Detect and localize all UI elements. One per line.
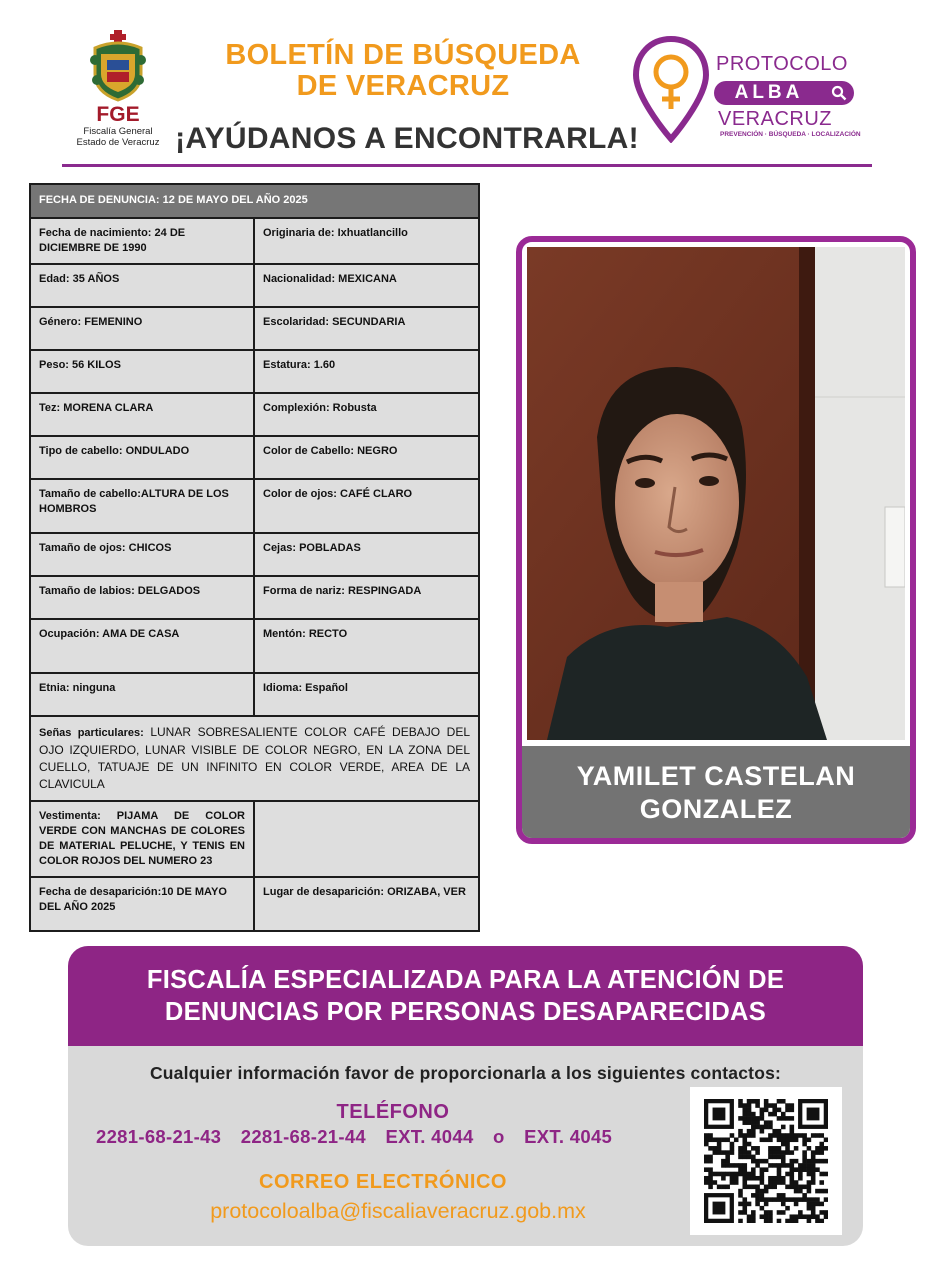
- phone-numbers: [96, 1126, 676, 1148]
- occupation: Ocupación: AMA DE CASA: [30, 619, 254, 673]
- person-name-line-1: YAMILET CASTELAN: [576, 761, 856, 791]
- alba-word-protocolo: PROTOCOLO: [716, 53, 848, 75]
- phone-heading: TELÉFONO: [336, 1101, 450, 1123]
- build: Complexión: Robusta: [254, 393, 479, 436]
- help-find-her-heading: ¡AYÚDANOS A ENCONTRARLA!: [175, 122, 639, 155]
- female-symbol-pin-icon: [632, 35, 710, 143]
- report-date: FECHA DE DENUNCIA: 12 DE MAYO DEL AÑO 2025: [30, 184, 479, 218]
- alba-pill: [714, 81, 854, 105]
- origin: Originaria de: Ixhuatlancillo: [254, 218, 479, 264]
- search-icon: [831, 85, 847, 101]
- nose-shape: Forma de nariz: RESPINGADA: [254, 576, 479, 619]
- fge-logo: [68, 30, 168, 152]
- extension-separator: o: [493, 1126, 505, 1147]
- extension-1: EXT. 4044: [385, 1126, 474, 1147]
- fge-abbreviation: FGE: [96, 103, 140, 126]
- clothing-right-empty: [254, 801, 479, 877]
- extension-2: EXT. 4045: [524, 1126, 613, 1147]
- clothing: Vestimenta: PIJAMA DE COLOR VERDE CON MANCHAS DE COLORES DE MATERIAL PELUCHE, Y TENIS EN COLOR ROJOS DEL NUMERO 23: [30, 801, 254, 877]
- alba-word-alba: ALBA: [734, 82, 804, 103]
- nationality: Nacionalidad: MEXICANA: [254, 264, 479, 307]
- agency-banner: [68, 946, 863, 1046]
- contact-panel: [68, 946, 863, 1246]
- alba-word-veracruz: VERACRUZ: [718, 108, 833, 130]
- hair-color: Color de Cabello: NEGRO: [254, 436, 479, 479]
- birth-date: Fecha de nacimiento: 24 DE DICIEMBRE DE 1990: [30, 218, 254, 264]
- bulletin-title-line-1: BOLETÍN DE BÚSQUEDA: [225, 39, 581, 71]
- language: Idioma: Español: [254, 673, 479, 716]
- eye-size: Tamaño de ojos: CHICOS: [30, 533, 254, 576]
- lip-size: Tamaño de labios: DELGADOS: [30, 576, 254, 619]
- protocolo-alba-logo: [632, 35, 872, 145]
- hair-length: Tamaño de cabello:ALTURA DE LOS HOMBROS: [30, 479, 254, 533]
- header-divider: [62, 164, 872, 167]
- disappearance-place: Lugar de desaparición: ORIZABA, VER: [254, 877, 479, 931]
- qr-code-box[interactable]: [690, 1087, 842, 1235]
- height: Estatura: 1.60: [254, 350, 479, 393]
- photo-card: [516, 236, 916, 844]
- weight: Peso: 56 KILOS: [30, 350, 254, 393]
- distinguishing-marks: [30, 716, 479, 801]
- email-link[interactable]: protocoloalba@fiscaliaveracruz.gob.mx: [210, 1199, 586, 1223]
- fge-line-2: Estado de Veracruz: [76, 137, 160, 148]
- gender: Género: FEMENINO: [30, 307, 254, 350]
- distinguishing-marks-value: LUNAR SOBRESALIENTE COLOR CAFÉ DEBAJO DEL OJO IZQUIERDO, LUNAR VISIBLE DE COLOR NEGRO, EN LA ZONA DEL CUELLO, TATUAJE DE UN INFINITO EN COLOR VERDE, AREA DE LA CLAVICULA: [39, 725, 470, 791]
- person-name-plate: [522, 746, 910, 838]
- person-name-line-2: GONZALEZ: [639, 794, 793, 824]
- agency-line-2: DENUNCIAS POR PERSONAS DESAPARECIDAS: [164, 998, 767, 1026]
- skin-tone: Tez: MORENA CLARA: [30, 393, 254, 436]
- ethnicity: Etnia: ninguna: [30, 673, 254, 716]
- eyebrows: Cejas: POBLADAS: [254, 533, 479, 576]
- hair-type: Tipo de cabello: ONDULADO: [30, 436, 254, 479]
- phone-number-2[interactable]: 2281-68-21-44: [240, 1126, 367, 1147]
- email-heading: CORREO ELECTRÓNICO: [259, 1171, 507, 1193]
- alba-tagline: PREVENCIÓN · BÚSQUEDA · LOCALIZACIÓN: [720, 131, 861, 138]
- person-info-table: [29, 183, 480, 932]
- state-seal-icon: [87, 30, 149, 102]
- fge-line-1: Fiscalía General: [83, 126, 153, 137]
- contact-intro: Cualquier información favor de proporcionarla a los siguientes contactos:: [149, 1063, 782, 1083]
- phone-number-1[interactable]: 2281-68-21-43: [96, 1126, 222, 1147]
- bulletin-title-line-2: DE VERACRUZ: [296, 70, 510, 102]
- disappearance-date: Fecha de desaparición:10 DE MAYO DEL AÑO 2025: [30, 877, 254, 931]
- age: Edad: 35 AÑOS: [30, 264, 254, 307]
- distinguishing-marks-label: Señas particulares:: [39, 727, 144, 739]
- agency-line-1: FISCALÍA ESPECIALIZADA PARA LA ATENCIÓN DE: [146, 966, 785, 994]
- eye-color: Color de ojos: CAFÉ CLARO: [254, 479, 479, 533]
- bulletin-title: [198, 40, 608, 102]
- chin: Mentón: RECTO: [254, 619, 479, 673]
- qr-code-icon: [704, 1099, 828, 1223]
- education: Escolaridad: SECUNDARIA: [254, 307, 479, 350]
- missing-person-photo: [527, 247, 905, 740]
